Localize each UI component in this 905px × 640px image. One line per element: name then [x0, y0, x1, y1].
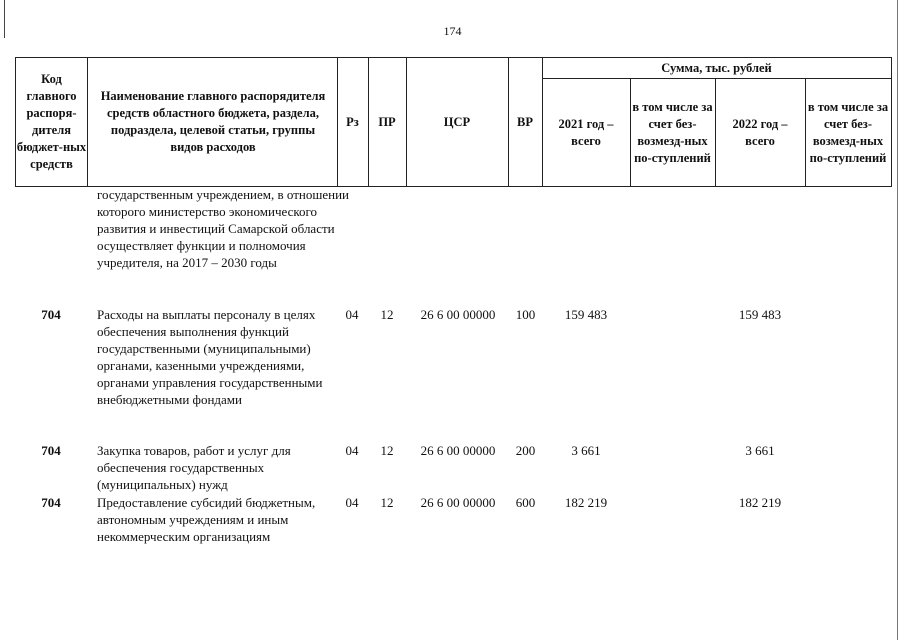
table-header [15, 57, 891, 187]
header-rz: Рз [346, 114, 359, 129]
cell-sum-2022: 3 661 [745, 443, 775, 458]
cell-sum-2022: 182 219 [738, 495, 782, 510]
header-2021-grants: в том числе за счет без-возмезд-ных по-ступлений [632, 99, 713, 165]
cell-vr: 200 [515, 443, 536, 458]
cell-rz: 04 [345, 495, 359, 510]
header-pr: ПР [378, 114, 396, 129]
cell-pr: 12 [380, 307, 394, 322]
cell-rz: 04 [345, 443, 359, 458]
cell-csr: 26 6 00 00000 [420, 495, 496, 510]
header-2021-total: 2021 год – всего [558, 116, 614, 148]
cell-sum-2022: 159 483 [738, 307, 782, 322]
cell-pr: 12 [380, 443, 394, 458]
cell-sum-2021: 182 219 [564, 495, 608, 510]
header-2022-grants: в том числе за счет без-возмезд-ных по-ступлений [807, 99, 889, 165]
header-name: Наименование главного распорядителя средств областного бюджета, раздела, подраздела, целевой статьи, группы видов расходов [100, 89, 326, 154]
header-code: Код главного распоря-дителя бюджет-ных средств [16, 72, 87, 171]
cell-code: 704 [41, 443, 61, 458]
cell-name: Закупка товаров, работ и услуг для обеспечения государственных (муниципальных) нужд [97, 443, 291, 492]
continuation-text: государственным учреждением, в отношении которого министерство экономического развития и инвестиций Самарской области осуществляет функции и полномочия учредителя, на 2017 – 2030 годы [97, 187, 349, 270]
page-number: 174 [443, 24, 462, 38]
cell-vr: 600 [515, 495, 536, 510]
cell-rz: 04 [345, 307, 359, 322]
cell-code: 704 [41, 495, 61, 510]
cell-sum-2021: 3 661 [571, 443, 601, 458]
cell-code: 704 [41, 307, 61, 322]
header-sum: Сумма, тыс. рублей [661, 60, 772, 75]
cell-csr: 26 6 00 00000 [420, 307, 496, 322]
header-vr: ВР [517, 114, 533, 129]
header-csr: ЦСР [443, 114, 471, 129]
cell-pr: 12 [380, 495, 394, 510]
cell-name: Расходы на выплаты персоналу в целях обеспечения выполнения функций государственными (муниципальными) органами, казенными учреждениями, органами управления государственными внебюджетными фондами [97, 307, 323, 407]
header-2022-total: 2022 год – всего [732, 116, 788, 148]
cell-csr: 26 6 00 00000 [420, 443, 496, 458]
cell-name: Предоставление субсидий бюджетным, автономным учреждениям и иным некоммерческим организациям [97, 495, 316, 544]
page-right-edge [897, 0, 898, 640]
cell-sum-2021: 159 483 [564, 307, 608, 322]
cell-vr: 100 [515, 307, 536, 322]
